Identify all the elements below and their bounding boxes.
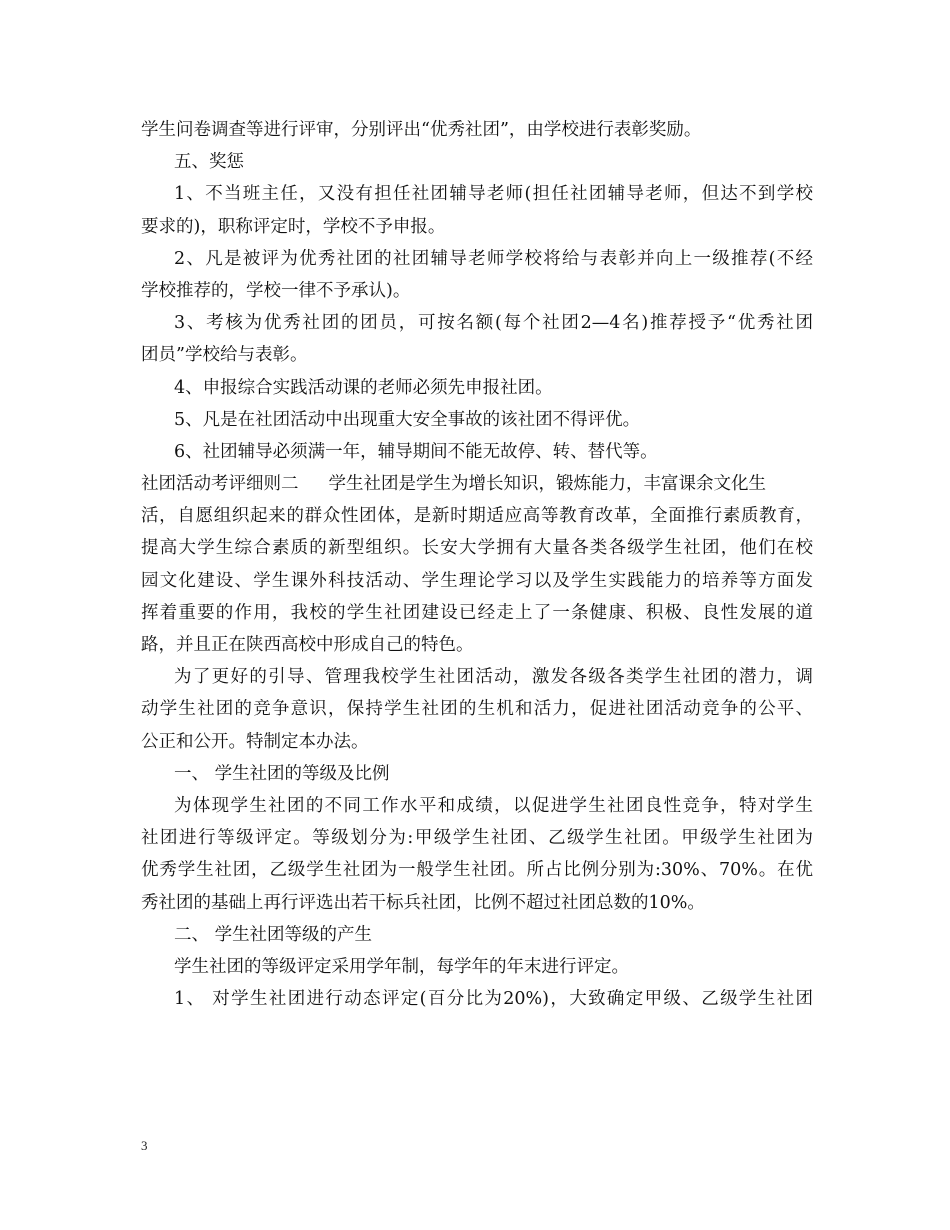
paragraph-line: 秀社团的基础上再行评选出若干标兵社团，比例不超过社团总数的10%。: [141, 892, 705, 913]
paragraph-line: 要求的)，职称评定时，学校不予申报。: [141, 216, 446, 237]
paragraph-line: 为体现学生社团的不同工作水平和成绩，以促进学生社团良性竞争，特对学生: [174, 795, 813, 816]
paragraph-line-start: 学生社团是学生为增长知识，锻炼能力，丰富课余文化生: [328, 474, 766, 495]
paragraph-line: 1、不当班主任，又没有担任社团辅导老师(担任社团辅导老师，但达不到学校: [174, 184, 813, 205]
paragraph-line: 学生社团的等级评定采用学年制，每学年的年末进行评定。: [174, 956, 629, 977]
document-body: [141, 114, 813, 1015]
paragraph-line: 公正和公开。特制定本办法。: [141, 731, 369, 752]
section-heading: 五、奖惩: [174, 152, 244, 173]
section-heading: 一、 学生社团的等级及比例: [174, 763, 390, 784]
paragraph-line: 园文化建设、学生课外科技活动、学生理论学习以及学生实践能力的培养等方面发: [141, 570, 813, 591]
paragraph-line: 活，自愿组织起来的群众性团体，是新时期适应高等教育改革，全面推行素质教育，: [141, 506, 813, 527]
paragraph-line: 路，并且正在陕西高校中形成自己的特色。: [141, 635, 474, 655]
section-title: 社团活动考评细则二: [141, 474, 299, 495]
page-number: 3: [141, 1138, 148, 1153]
paragraph-line: 5、凡是在社团活动中出现重大安全事故的该社团不得评优。: [174, 409, 641, 430]
paragraph-line: 3、考核为优秀社团的团员，可按名额(每个社团2—4名)推荐授予“优秀社团: [174, 313, 813, 334]
paragraph-line: 挥着重要的作用，我校的学生社团建设已经走上了一条健康、积极、良性发展的道: [141, 602, 813, 623]
paragraph-line: 2、凡是被评为优秀社团的社团辅导老师学校将给与表彰并向上一级推荐(不经: [174, 248, 813, 269]
paragraph-line: 社团进行等级评定。等级划分为:甲级学生社团、乙级学生社团。甲级学生社团为: [141, 828, 813, 849]
paragraph-line: 4、申报综合实践活动课的老师必须先申报社团。: [174, 377, 553, 398]
paragraph-line: 6、社团辅导必须满一年，辅导期间不能无故停、转、替代等。: [174, 441, 658, 462]
paragraph-line: 提高大学生综合素质的新型组织。长安大学拥有大量各类各级学生社团，他们在校: [141, 538, 813, 559]
section-heading: 二、 学生社团等级的产生: [174, 924, 373, 945]
section-title-line: [141, 468, 813, 500]
paragraph-line: 优秀学生社团，乙级学生社团为一般学生社团。所占比例分别为:30%、70%。在优: [141, 860, 813, 881]
paragraph-line: 为了更好的引导、管理我校学生社团活动，激发各级各类学生社团的潜力，调: [174, 667, 813, 688]
paragraph-line: 1、 对学生社团进行动态评定(百分比为20%)，大致确定甲级、乙级学生社团: [174, 989, 813, 1010]
paragraph-line: 团员”学校给与表彰。: [141, 345, 308, 366]
paragraph-line: 动学生社团的竞争意识，保持学生社团的生机和活力，促进社团活动竞争的公平、: [141, 699, 813, 720]
paragraph-line: 学生问卷调查等进行评审，分别评出“优秀社团”，由学校进行表彰奖励。: [141, 120, 702, 140]
paragraph-line: 学校推荐的，学校一律不予承认)。: [141, 280, 411, 301]
